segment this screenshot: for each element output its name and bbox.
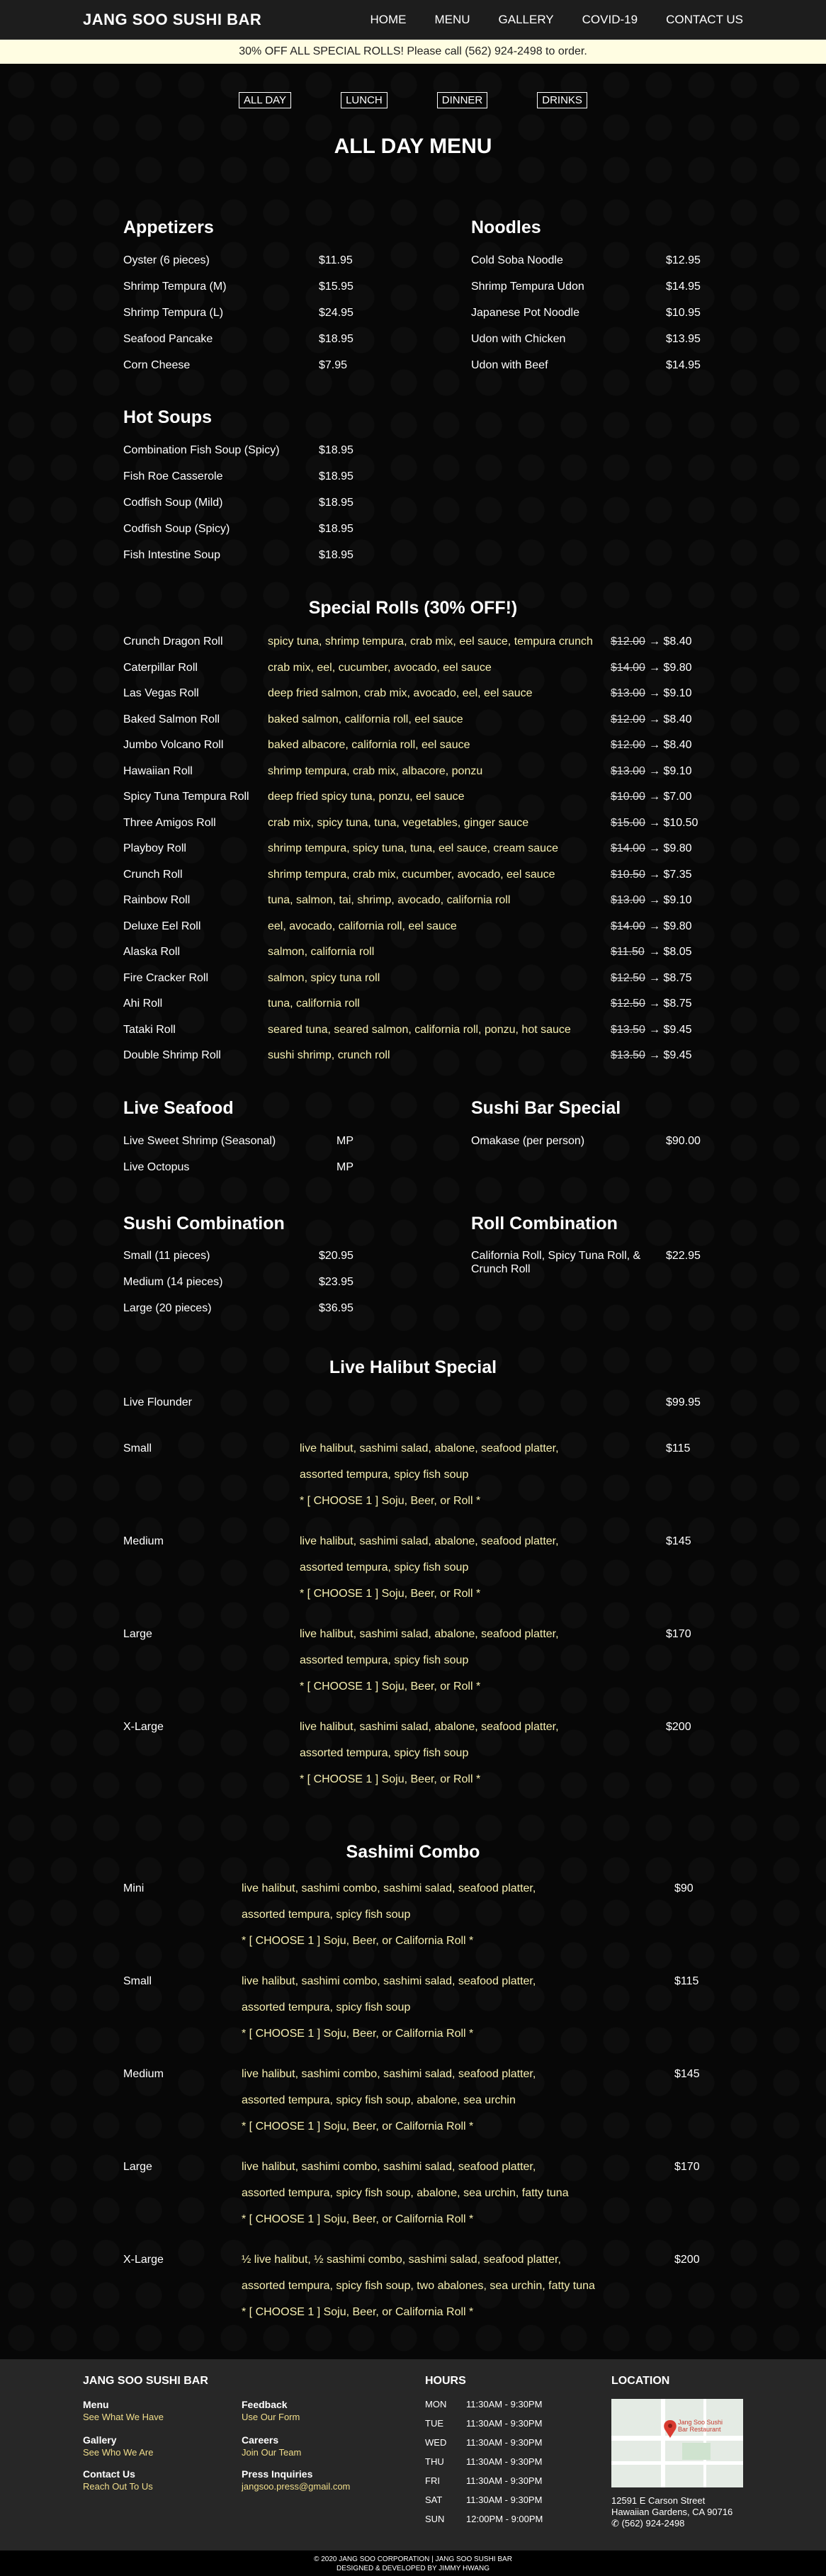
promo-banner: 30% OFF ALL SPECIAL ROLLS! Please call (562) 924-2498 to order.	[0, 40, 826, 64]
roll-sale-price: → $10.50	[649, 816, 698, 829]
halibut-title: Live Halibut Special	[329, 1357, 497, 1377]
hours-day: WED	[425, 2437, 447, 2448]
roll-original-price: $11.50	[611, 946, 645, 958]
roll-original-price: $12.00	[611, 635, 645, 648]
footer-link-contact-us[interactable]: Reach Out To Us	[83, 2481, 153, 2492]
roll-description: crab mix, spicy tuna, tuna, vegetables, ginger sauce	[268, 816, 529, 829]
roll-description: crab mix, eel, cucumber, avocado, eel sauce	[268, 661, 492, 674]
tab-dinner[interactable]: DINNER	[437, 92, 488, 108]
hours-time: 11:30AM - 9:30PM	[466, 2456, 543, 2467]
sashimi-choose: * [ CHOOSE 1 ] Soju, Beer, or California Roll *	[242, 2120, 474, 2132]
roll-description: seared tuna, seared salmon, california roll, ponzu, hot sauce	[268, 1023, 571, 1036]
nav-home[interactable]: HOME	[370, 12, 407, 26]
nav-contact[interactable]: CONTACT US	[666, 12, 743, 26]
roll-description: shrimp tempura, crab mix, cucumber, avocado, eel sauce	[268, 868, 555, 881]
sashimi-desc-line2: assorted tempura, spicy fish soup, abalone, sea urchin, fatty tuna	[242, 2187, 569, 2199]
sashimi-desc-line1: live halibut, sashimi combo, sashimi salad, seafood platter,	[242, 2161, 536, 2173]
menu-item-name: Small (11 pieces)	[123, 1250, 210, 1262]
footer-heading-contact-us: Contact Us	[83, 2468, 135, 2480]
footer	[0, 2359, 826, 2550]
menu-item-price: $11.95	[319, 254, 353, 266]
roll-sale-price: → $9.80	[649, 920, 692, 932]
halibut-choose: * [ CHOOSE 1 ] Soju, Beer, or Roll *	[300, 1588, 481, 1600]
copyright-bar	[0, 2550, 826, 2576]
menu-item-name: Fish Roe Casserole	[123, 470, 223, 482]
roll-name: Fire Cracker Roll	[123, 971, 209, 984]
menu-item-name: Shrimp Tempura (M)	[123, 281, 227, 293]
roll-original-price: $12.50	[611, 971, 645, 984]
halibut-desc-line2: assorted tempura, spicy fish soup	[300, 1469, 469, 1481]
halibut-desc-line2: assorted tempura, spicy fish soup	[300, 1747, 469, 1759]
roll-sale-price: → $8.40	[649, 635, 692, 648]
halibut-desc-line1: live halibut, sashimi salad, abalone, seafood platter,	[300, 1628, 559, 1640]
sashimi-desc-line1: live halibut, sashimi combo, sashimi salad, seafood platter,	[242, 1882, 536, 1894]
phone-number[interactable]: ✆ (562) 924-2498	[611, 2518, 685, 2529]
map-label: Jang Soo Sushi Bar Restaurant	[678, 2419, 723, 2433]
menu-item-name: Fish Intestine Soup	[123, 549, 220, 561]
footer-link-gallery[interactable]: See Who We Are	[83, 2447, 154, 2458]
tab-lunch[interactable]: LUNCH	[341, 92, 387, 108]
roll-name: Las Vegas Roll	[123, 687, 199, 699]
flounder-name: Live Flounder	[123, 1396, 192, 1408]
roll-sale-price: → $9.45	[649, 1023, 692, 1036]
roll-original-price: $15.00	[611, 816, 645, 829]
halibut-desc-line2: assorted tempura, spicy fish soup	[300, 1654, 469, 1666]
roll-original-price: $14.00	[611, 661, 645, 674]
menu-item-name: Shrimp Tempura Udon	[471, 281, 584, 293]
sashimi-size: Large	[123, 2161, 152, 2173]
roll-sale-price: → $7.35	[649, 868, 692, 881]
brand-logo[interactable]: JANG SOO SUSHI BAR	[83, 10, 262, 28]
menu-item-price: $13.95	[666, 333, 701, 345]
halibut-choose: * [ CHOOSE 1 ] Soju, Beer, or Roll *	[300, 1773, 481, 1785]
roll-sale-price: → $8.40	[649, 713, 692, 725]
footer-heading-gallery: Gallery	[83, 2434, 117, 2446]
sashimi-size: Mini	[123, 1882, 145, 1894]
roll-original-price: $12.50	[611, 998, 645, 1010]
sashimi-desc-line2: assorted tempura, spicy fish soup, abalone, sea urchin	[242, 2094, 516, 2106]
roll-sale-price: → $9.45	[649, 1049, 692, 1061]
roll-sale-price: → $8.05	[649, 946, 692, 958]
footer-link-feedback[interactable]: Use Our Form	[242, 2412, 300, 2422]
roll-name: Tataki Roll	[123, 1023, 176, 1036]
sashimi-choose: * [ CHOOSE 1 ] Soju, Beer, or California Roll *	[242, 2028, 474, 2040]
address-line1: 12591 E Carson Street	[611, 2495, 706, 2506]
roll-original-price: $13.00	[611, 764, 645, 777]
menu-item-name: Combination Fish Soup (Spicy)	[123, 444, 280, 456]
sushi-combination-title: Sushi Combination	[123, 1214, 285, 1233]
roll-sale-price: → $8.40	[649, 739, 692, 751]
hours-day: SAT	[425, 2495, 443, 2505]
halibut-size: X-Large	[123, 1721, 164, 1733]
roll-sale-price: → $9.80	[649, 842, 692, 854]
sushi-bar-special-title: Sushi Bar Special	[471, 1098, 621, 1118]
menu-tabs	[0, 92, 826, 108]
roll-description: baked albacore, california roll, eel sauce	[268, 739, 470, 751]
roll-name: Jumbo Volcano Roll	[123, 739, 224, 751]
menu-item-name: Omakase (per person)	[471, 1135, 585, 1147]
roll-sale-price: → $7.00	[649, 791, 692, 803]
menu-item-price: $10.95	[666, 307, 701, 319]
hours-time: 12:00PM - 9:00PM	[466, 2514, 543, 2524]
menu-item-name: Udon with Chicken	[471, 333, 566, 345]
menu-item-name: Corn Cheese	[123, 359, 191, 371]
footer-heading-press-inquiries: Press Inquiries	[242, 2468, 313, 2480]
halibut-desc-line1: live halibut, sashimi salad, abalone, seafood platter,	[300, 1721, 559, 1733]
roll-sale-price: → $9.10	[649, 687, 692, 699]
top-nav	[0, 0, 826, 40]
sashimi-choose: * [ CHOOSE 1 ] Soju, Beer, or California Roll *	[242, 2306, 474, 2318]
halibut-size: Large	[123, 1628, 152, 1640]
sashimi-desc-line2: assorted tempura, spicy fish soup, two abalones, sea urchin, fatty tuna	[242, 2280, 595, 2292]
roll-original-price: $12.00	[611, 713, 645, 725]
page-title: ALL DAY MENU	[334, 135, 492, 158]
halibut-price: $200	[666, 1721, 691, 1733]
location-map[interactable]	[611, 2399, 743, 2487]
nav-menu[interactable]: MENU	[434, 12, 470, 26]
halibut-price: $170	[666, 1628, 691, 1640]
menu-item-name: Udon with Beef	[471, 359, 548, 371]
special-rolls-title: Special Rolls (30% OFF!)	[308, 598, 518, 618]
roll-description: shrimp tempura, spicy tuna, tuna, eel sauce, cream sauce	[268, 842, 558, 854]
roll-name: Double Shrimp Roll	[123, 1049, 221, 1061]
halibut-price: $115	[666, 1442, 691, 1454]
roll-original-price: $13.00	[611, 894, 645, 906]
sashimi-price: $170	[674, 2161, 700, 2173]
roll-sale-price: → $9.10	[649, 894, 692, 906]
sashimi-choose: * [ CHOOSE 1 ] Soju, Beer, or California Roll *	[242, 1935, 474, 1947]
roll-description: salmon, california roll	[268, 946, 375, 958]
hours-time: 11:30AM - 9:30PM	[466, 2399, 543, 2410]
roll-original-price: $13.50	[611, 1023, 645, 1036]
credit-text: DESIGNED & DEVELOPED BY JIMMY HWANG	[336, 2565, 490, 2572]
menu-item-price: $18.95	[319, 523, 353, 535]
hours-day: SUN	[425, 2514, 445, 2524]
menu-item-name: Medium (14 pieces)	[123, 1276, 223, 1288]
roll-original-price: $12.00	[611, 739, 645, 751]
halibut-size: Medium	[123, 1535, 164, 1547]
menu-item-price: $24.95	[319, 307, 353, 319]
noodles-title: Noodles	[471, 218, 541, 237]
nav-covid[interactable]: COVID-19	[582, 12, 638, 26]
live-seafood-title: Live Seafood	[123, 1098, 234, 1118]
menu-item-name: Shrimp Tempura (L)	[123, 307, 224, 319]
menu-item-name: Live Sweet Shrimp (Seasonal)	[123, 1135, 276, 1147]
menu-item-name: Large (20 pieces)	[123, 1302, 212, 1314]
footer-heading-feedback: Feedback	[242, 2399, 288, 2410]
menu-item-name: Oyster (6 pieces)	[123, 254, 210, 266]
menu-item-price: $90.00	[666, 1135, 701, 1147]
address-line2: Hawaiian Gardens, CA 90716	[611, 2507, 733, 2517]
roll-sale-price: → $9.10	[649, 764, 692, 777]
menu-item-price: $7.95	[319, 359, 348, 371]
menu-item-price: $14.95	[666, 281, 701, 293]
menu-item-name: Live Octopus	[123, 1161, 190, 1173]
copyright-text: © 2020 JANG SOO CORPORATION | JANG SOO SUSHI BAR	[314, 2555, 512, 2563]
menu-item-name: Codfish Soup (Mild)	[123, 497, 223, 509]
roll-name: Baked Salmon Roll	[123, 713, 220, 725]
menu-item-price: $20.95	[319, 1250, 353, 1262]
menu-item-price: $18.95	[319, 333, 353, 345]
halibut-desc-line1: live halibut, sashimi salad, abalone, seafood platter,	[300, 1535, 559, 1547]
menu-item-price: MP	[336, 1135, 353, 1147]
halibut-desc-line2: assorted tempura, spicy fish soup	[300, 1561, 469, 1574]
hot-soups-title: Hot Soups	[123, 407, 212, 427]
roll-name: Playboy Roll	[123, 842, 186, 854]
nav-links	[370, 13, 743, 27]
sashimi-price: $145	[674, 2068, 700, 2080]
tab-drinks[interactable]: DRINKS	[537, 92, 587, 108]
sashimi-desc-line1: ½ live halibut, ½ sashimi combo, sashimi salad, seafood platter,	[242, 2254, 561, 2266]
roll-name: Caterpillar Roll	[123, 661, 198, 674]
footer-heading-careers: Careers	[242, 2434, 279, 2446]
menu-item-name: Japanese Pot Noodle	[471, 307, 579, 319]
roll-description: eel, avocado, california roll, eel sauce	[268, 920, 457, 932]
roll-name: Crunch Dragon Roll	[123, 635, 223, 648]
hours-time: 11:30AM - 9:30PM	[466, 2495, 543, 2505]
sashimi-price: $200	[674, 2254, 700, 2266]
sashimi-size: X-Large	[123, 2254, 164, 2266]
footer-link-menu[interactable]: See What We Have	[83, 2412, 164, 2422]
menu-item-price: $18.95	[319, 549, 353, 561]
menu-content	[0, 64, 826, 2359]
tab-all-day[interactable]: ALL DAY	[239, 92, 291, 108]
roll-description: spicy tuna, shrimp tempura, crab mix, eel sauce, tempura crunch	[268, 635, 593, 648]
menu-item-price: MP	[336, 1161, 353, 1173]
menu-item-price: $14.95	[666, 359, 701, 371]
roll-original-price: $13.00	[611, 687, 645, 699]
hours-day: TUE	[425, 2418, 443, 2429]
roll-description: sushi shrimp, crunch roll	[268, 1049, 390, 1061]
roll-combo-price: $22.95	[666, 1250, 701, 1262]
roll-combo-line2: Crunch Roll	[471, 1263, 531, 1275]
roll-name: Alaska Roll	[123, 946, 181, 958]
sashimi-desc-line1: live halibut, sashimi combo, sashimi salad, seafood platter,	[242, 2068, 536, 2080]
roll-description: tuna, california roll	[268, 998, 360, 1010]
menu-item-name: Codfish Soup (Spicy)	[123, 523, 230, 535]
hours-time: 11:30AM - 9:30PM	[466, 2418, 543, 2429]
menu-item-price: $18.95	[319, 444, 353, 456]
flounder-price: $99.95	[666, 1396, 701, 1408]
halibut-choose: * [ CHOOSE 1 ] Soju, Beer, or Roll *	[300, 1680, 481, 1693]
footer-location-title: LOCATION	[611, 2375, 670, 2387]
roll-combination-title: Roll Combination	[471, 1214, 618, 1233]
sashimi-desc-line2: assorted tempura, spicy fish soup	[242, 1909, 411, 1921]
menu-item-price: $23.95	[319, 1276, 353, 1288]
nav-gallery[interactable]: GALLERY	[498, 12, 554, 26]
hours-day: THU	[425, 2456, 444, 2467]
hours-time: 11:30AM - 9:30PM	[466, 2437, 543, 2448]
menu-item-price: $36.95	[319, 1302, 353, 1314]
roll-name: Deluxe Eel Roll	[123, 920, 201, 932]
menu-item-price: $18.95	[319, 470, 353, 482]
roll-description: deep fried salmon, crab mix, avocado, eel, eel sauce	[268, 687, 533, 699]
roll-name: Three Amigos Roll	[123, 816, 216, 829]
roll-description: baked salmon, california roll, eel sauce	[268, 713, 463, 725]
sashimi-size: Medium	[123, 2068, 164, 2080]
footer-link-press-inquiries[interactable]: jangsoo.press@gmail.com	[242, 2481, 351, 2492]
menu-item-price: $12.95	[666, 254, 701, 266]
hours-time: 11:30AM - 9:30PM	[466, 2475, 543, 2486]
roll-name: Hawaiian Roll	[123, 764, 193, 777]
hours-day: FRI	[425, 2475, 440, 2486]
halibut-desc-line1: live halibut, sashimi salad, abalone, seafood platter,	[300, 1442, 559, 1454]
footer-link-careers[interactable]: Join Our Team	[242, 2447, 302, 2458]
sashimi-price: $90	[674, 1882, 694, 1894]
footer-hours-title: HOURS	[425, 2375, 466, 2387]
roll-description: salmon, spicy tuna roll	[268, 971, 380, 984]
map-graphic	[611, 2399, 743, 2487]
sashimi-choose: * [ CHOOSE 1 ] Soju, Beer, or California Roll *	[242, 2213, 474, 2225]
roll-name: Spicy Tuna Tempura Roll	[123, 791, 249, 803]
sashimi-title: Sashimi Combo	[346, 1842, 480, 1862]
roll-description: tuna, salmon, tai, shrimp, avocado, california roll	[268, 894, 511, 906]
roll-name: Ahi Roll	[123, 998, 163, 1010]
roll-description: shrimp tempura, crab mix, albacore, ponzu	[268, 764, 483, 777]
footer-brand: JANG SOO SUSHI BAR	[83, 2375, 208, 2387]
hours-day: MON	[425, 2399, 447, 2410]
roll-name: Crunch Roll	[123, 868, 183, 881]
halibut-size: Small	[123, 1442, 152, 1454]
roll-original-price: $10.00	[611, 791, 645, 803]
roll-original-price: $13.50	[611, 1049, 645, 1061]
sashimi-size: Small	[123, 1975, 152, 1987]
roll-sale-price: → $8.75	[649, 971, 692, 984]
menu-item-name: Seafood Pancake	[123, 333, 213, 345]
roll-sale-price: → $9.80	[649, 661, 692, 674]
menu-item-name: Cold Soba Noodle	[471, 254, 563, 266]
menu-item-price: $15.95	[319, 281, 353, 293]
menu-item-price: $18.95	[319, 497, 353, 509]
halibut-price: $145	[666, 1535, 691, 1547]
footer-heading-menu: Menu	[83, 2399, 109, 2410]
roll-description: deep fried spicy tuna, ponzu, eel sauce	[268, 791, 465, 803]
sashimi-desc-line1: live halibut, sashimi combo, sashimi salad, seafood platter,	[242, 1975, 536, 1987]
halibut-choose: * [ CHOOSE 1 ] Soju, Beer, or Roll *	[300, 1495, 481, 1507]
roll-original-price: $14.00	[611, 920, 645, 932]
roll-original-price: $10.50	[611, 868, 645, 881]
appetizers-title: Appetizers	[123, 218, 214, 237]
roll-original-price: $14.00	[611, 842, 645, 854]
sashimi-price: $115	[674, 1975, 699, 1987]
roll-combo-line1: California Roll, Spicy Tuna Roll, &	[471, 1250, 641, 1262]
roll-name: Rainbow Roll	[123, 894, 191, 906]
sashimi-desc-line2: assorted tempura, spicy fish soup	[242, 2001, 411, 2013]
roll-sale-price: → $8.75	[649, 998, 692, 1010]
